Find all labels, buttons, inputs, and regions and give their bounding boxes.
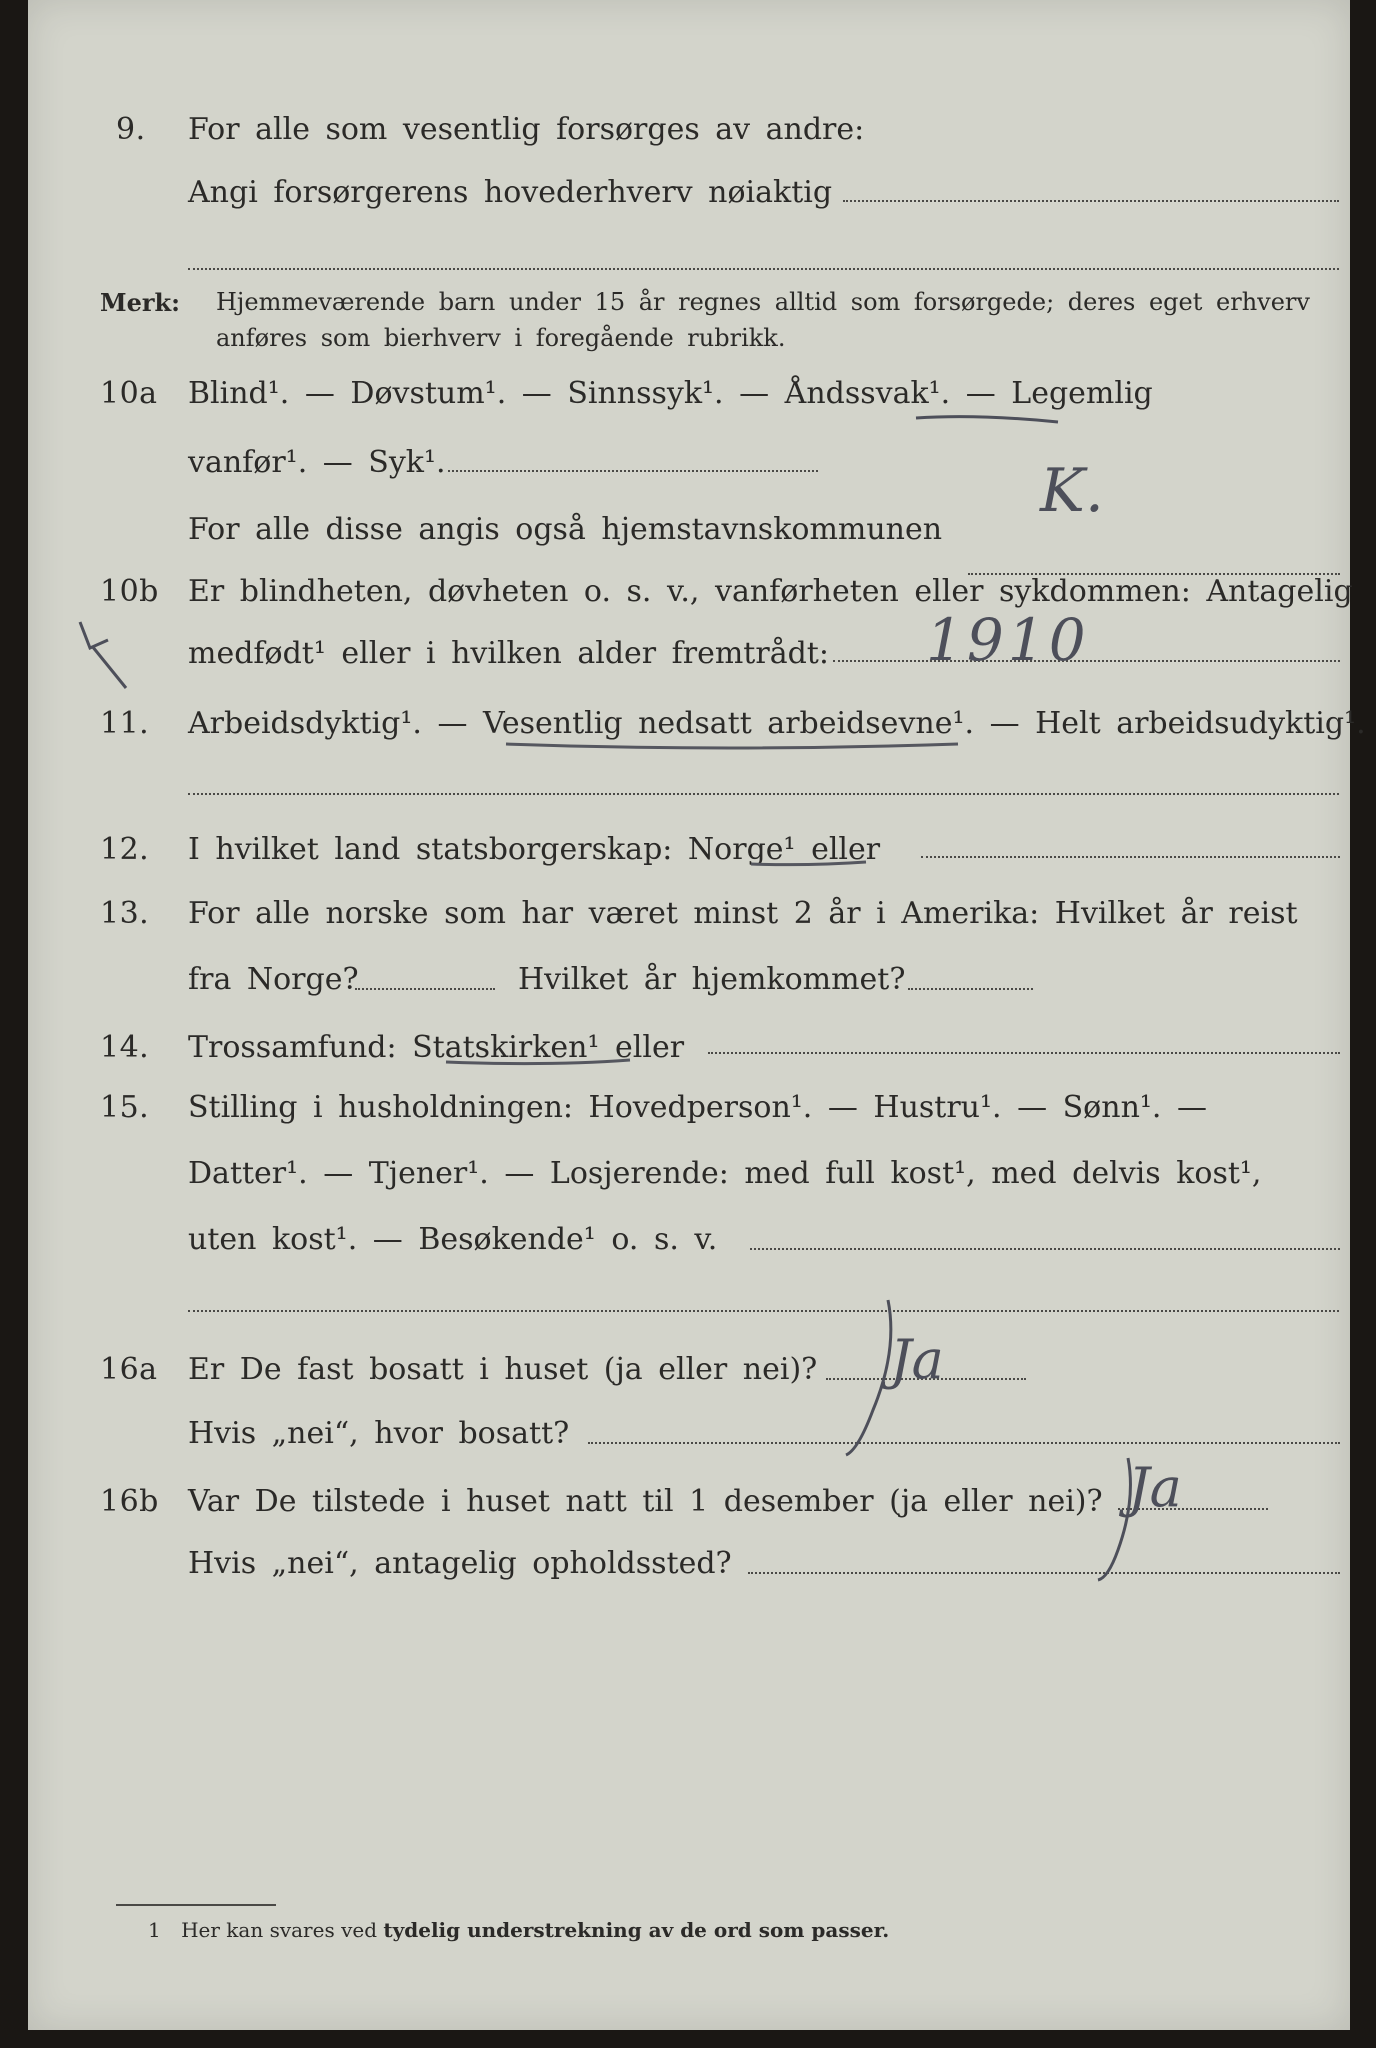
merk-line2: anføres som bierhverv i foregående rubrikk. [216, 324, 786, 352]
q16a-number: 16a [100, 1352, 158, 1387]
q15-answer-line-2[interactable] [188, 1310, 1339, 1312]
q15-line3: uten kost¹. — Besøkende¹ o. s. v. [188, 1222, 718, 1257]
q10a-line3: For alle disse angis også hjemstavnskommunen [188, 512, 943, 547]
merk-line1: Hjemmeværende barn under 15 år regnes alltid som forsørgede; deres eget erhverv [216, 288, 1310, 316]
q15-answer-line[interactable] [750, 1248, 1340, 1250]
footnote-rule [116, 1904, 276, 1906]
q14-line1: Trossamfund: Statskirken¹ eller [188, 1030, 685, 1065]
q16a-line1: Er De fast bosatt i huset (ja eller nei)? [188, 1352, 818, 1387]
answer-16a-handwritten: Ja [890, 1328, 944, 1391]
q9-line1: For alle som vesentlig forsørges av andre: [188, 112, 865, 147]
q15-line2: Datter¹. — Tjener¹. — Losjerende: med full kost¹, med delvis kost¹, [188, 1156, 1262, 1191]
answer-year-handwritten: 1910 [926, 606, 1090, 674]
q13-line2b: Hvilket år hjemkommet? [518, 962, 906, 997]
footnote-mark: 1 [148, 1918, 161, 1942]
q15-line1: Stilling i husholdningen: Hovedperson¹. — Hustru¹. — Sønn¹. — [188, 1090, 1207, 1125]
q14-answer-line[interactable] [708, 1052, 1340, 1054]
answer-16b-handwritten: Ja [1128, 1456, 1182, 1519]
footnote-text-bold: tydelig understrekning av de ord som passer. [383, 1918, 890, 1942]
footnote [148, 1918, 889, 1942]
q16a-line2: Hvis „nei“, hvor bosatt? [188, 1416, 570, 1451]
underline-andssvak [916, 417, 1058, 422]
q12-answer-line[interactable] [921, 856, 1340, 858]
q16b-number: 16b [100, 1484, 159, 1519]
q9-line2: Angi forsørgerens hovederhverv nøiaktig [188, 175, 833, 210]
merk-label: Merk: [100, 288, 180, 317]
q16a-residence-line[interactable] [588, 1442, 1340, 1444]
footnote-text-plain: Her kan svares ved [181, 1918, 378, 1942]
q16b-line1: Var De tilstede i huset natt til 1 desember (ja eller nei)? [188, 1484, 1103, 1519]
q10b-number: 10b [100, 574, 159, 609]
q16b-line2: Hvis „nei“, antagelig opholdssted? [188, 1546, 732, 1581]
q10b-line1: Er blindheten, døvheten o. s. v., vanførheten eller sykdommen: Antagelig [188, 574, 1353, 609]
q16b-place-line[interactable] [748, 1572, 1340, 1574]
q13-return-year-line[interactable] [908, 988, 1033, 990]
q10a-line2: vanfør¹. — Syk¹. [188, 445, 446, 480]
q11-line1: Arbeidsdyktig¹. — Vesentlig nedsatt arbeidsevne¹. — Helt arbeidsudyktig¹. [188, 706, 1366, 741]
q9-answer-line-2[interactable] [188, 268, 1339, 270]
q13-left-year-line[interactable] [355, 988, 495, 990]
q10b-line2: medfødt¹ eller i hvilken alder fremtrådt: [188, 636, 829, 671]
q11-number: 11. [100, 706, 150, 741]
q14-number: 14. [100, 1030, 150, 1065]
ja-16b-stroke [1098, 1458, 1130, 1580]
q15-number: 15. [100, 1090, 150, 1125]
q10a-line1: Blind¹. — Døvstum¹. — Sinnssyk¹. — Åndssvak¹. — Legemlig [188, 376, 1153, 411]
q10a-number: 10a [100, 376, 158, 411]
q12-line1: I hvilket land statsborgerskap: Norge¹ eller [188, 832, 881, 867]
q12-number: 12. [100, 832, 150, 867]
census-form-page [28, 0, 1366, 2030]
q13-line1: For alle norske som har været minst 2 år i Amerika: Hvilket år reist [188, 896, 1298, 931]
q9-number: 9. [116, 112, 146, 147]
q13-line2a: fra Norge? [188, 962, 359, 997]
underline-nedsatt [506, 744, 958, 748]
q11-answer-line[interactable] [188, 793, 1339, 795]
q10a-sick-line[interactable] [448, 470, 818, 472]
answer-home-handwritten: K. [1040, 456, 1104, 526]
q9-answer-line[interactable] [843, 200, 1339, 202]
q13-number: 13. [100, 896, 150, 931]
